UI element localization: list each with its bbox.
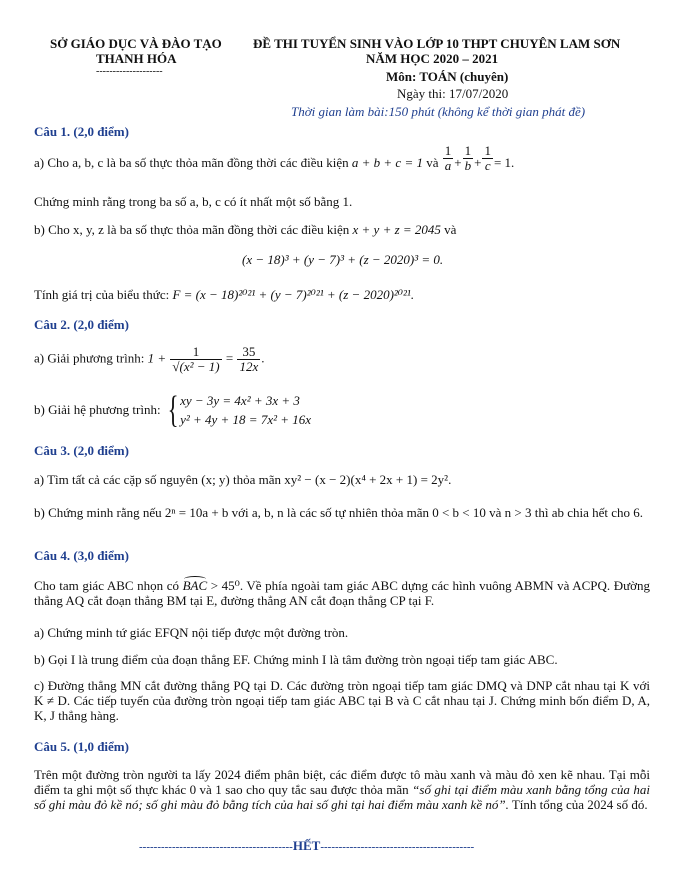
q1b-equation: (x − 18)³ + (y − 7)³ + (z − 2020)³ = 0. [242, 252, 444, 267]
q1a-condition: a + b + c = 1 [351, 155, 423, 170]
q4-intro [34, 578, 650, 608]
q1b-and: và [444, 222, 457, 237]
q2a-text: a) Giải phương trình: [34, 350, 145, 366]
q2a-line: a) Giải phương trình: 1 + $\frac{1}{\text{√(x² − 1)}}$ = $\frac{35}{12x}$ . [34, 344, 265, 374]
dept-name: SỞ GIÁO DỤC VÀ ĐÀO TẠO [50, 36, 222, 51]
frac-1-over-b: $\frac{1}{b}$ [464, 142, 472, 173]
end-rule-right: ------------------------------------------ [320, 841, 475, 853]
q2b-line [34, 391, 311, 429]
q4-intro-a: Cho tam giác ABC nhọn có [34, 578, 179, 593]
end-word: HẾT [292, 838, 321, 853]
q5-title: Câu 5. (1,0 điểm) [34, 739, 129, 754]
exam-duration: Thời gian làm bài:150 phút (không kể thời gian phát đề) [291, 104, 586, 119]
q4b-text: b) Gọi I là trung điểm của đoạn thẳng EF. Chứng minh I là tâm đường tròn ngoại tiếp tam giác ABC. [34, 652, 558, 667]
q4c-text: c) Đường thẳng MN cắt đường thẳng PQ tại D. Các đường tròn ngoại tiếp tam giác DMQ và DNP cắt nhau tại K với K ≠ D. Các tiếp tuyến của đường tròn ngoại tiếp tam giác ABC tại B và C cắt nhau tại J. Chứng minh bốn điểm D, A, K, J thẳng hàng. [34, 678, 650, 723]
q2b-text: b) Giải hệ phương trình: [34, 402, 161, 417]
q1a-and: và [426, 155, 439, 170]
school-year: NĂM HỌC 2020 – 2021 [366, 51, 499, 66]
exam-date: Ngày thi: 17/07/2020 [397, 86, 509, 101]
system-brace: { [167, 389, 179, 431]
q5-text-a: Trên một đường tròn người ta lấy 2024 điểm phân biệt, các điểm được tô màu xanh và màu đỏ xen kẽ nhau. Tại mỗi điểm ta ghi một số thực khác 0 và 1 sao cho quy tắc sau được thỏa mãn [34, 767, 650, 797]
q1a-proof: Chứng minh rằng trong ba số a, b, c có ít nhất một số bằng 1. [34, 194, 353, 209]
q1a-line: a) Cho a, b, c là ba số thực thỏa mãn đồng thời các điều kiện a + b + c = 1 và $\frac{1}{a}$ + $\frac{1}{b}$ + $\frac{1}{c}$ = 1. [34, 142, 515, 173]
dept-province: THANH HÓA [96, 51, 177, 66]
subject: Môn: TOÁN (chuyên) [386, 69, 509, 84]
q2a-fraction: $\frac{1}{\text{√(x² − 1)}}$ [172, 344, 220, 374]
frac-1-over-a: $\frac{1}{a}$ [444, 142, 452, 173]
q2b-system [180, 391, 311, 429]
q1b-task-line [34, 287, 414, 303]
dept-rule: -------------------- [96, 66, 163, 77]
end-rule-left: ------------------------------------------ [139, 841, 293, 853]
q1b-text: b) Cho x, y, z là ba số thực thỏa mãn đồng thời các điều kiện [34, 222, 350, 237]
angle-bac: BAC [182, 578, 208, 593]
q4a-text: a) Chứng minh tứ giác EFQN nội tiếp được một đường tròn. [34, 625, 349, 640]
frac-1-over-c: $\frac{1}{c}$ [484, 142, 491, 173]
q5-text [34, 767, 650, 812]
q1b-line [34, 222, 456, 238]
q2-title: Câu 2. (2,0 điểm) [34, 317, 129, 332]
q3-title: Câu 3. (2,0 điểm) [34, 443, 129, 458]
end-marker [139, 838, 474, 854]
q2a-fraction-rhs: $\frac{35}{12x}$ [239, 344, 259, 374]
q4-title: Câu 4. (3,0 điểm) [34, 548, 129, 563]
q2b-system-eq2: y² + 4y + 18 = 7x² + 16x [180, 412, 312, 427]
q5-text-b: Tính tổng của 2024 số đó. [511, 797, 648, 812]
q5-rule: “số ghi tại điểm màu xanh bằng tổng của hai số ghi màu đỏ kề nó; số ghi màu đỏ bằng tích của hai số ghi tại hai điểm màu xanh kề nó”. [34, 782, 651, 812]
q1-title: Câu 1. (2,0 điểm) [34, 124, 129, 139]
q1b-task: Tính giá trị của biểu thức: [34, 287, 170, 302]
exam-title: ĐỀ THI TUYỂN SINH VÀO LỚP 10 THPT CHUYÊN LAM SƠN [253, 36, 621, 51]
q3b-text: b) Chứng minh rằng nếu 2ⁿ = 10a + b với a, b, n là các số tự nhiên thỏa mãn 0 < b < 10 và n > 3 thì ab chia hết cho 6. [34, 505, 644, 520]
q1a-text: a) Cho a, b, c là ba số thực thỏa mãn đồng thời các điều kiện [34, 155, 349, 170]
q1b-condition: x + y + z = 2045 [352, 222, 441, 237]
q4-intro-b: > 45⁰. Về phía ngoài tam giác ABC dựng các hình vuông ABMN và ACPQ. Đường thẳng AQ cắt đoạn thẳng BM tại E, đường thẳng AN cắt đoạn thẳng CP tại F. [34, 578, 651, 608]
q3a-text: a) Tìm tất cả các cặp số nguyên (x; y) thỏa mãn xy² − (x − 2)(x⁴ + 2x + 1) = 2y². [34, 472, 452, 487]
q2b-system-eq1: xy − 3y = 4x² + 3x + 3 [180, 393, 300, 408]
q1b-expression: F = (x − 18)²⁰²¹ + (y − 7)²⁰²¹ + (z − 2020)²⁰²¹. [172, 287, 415, 302]
